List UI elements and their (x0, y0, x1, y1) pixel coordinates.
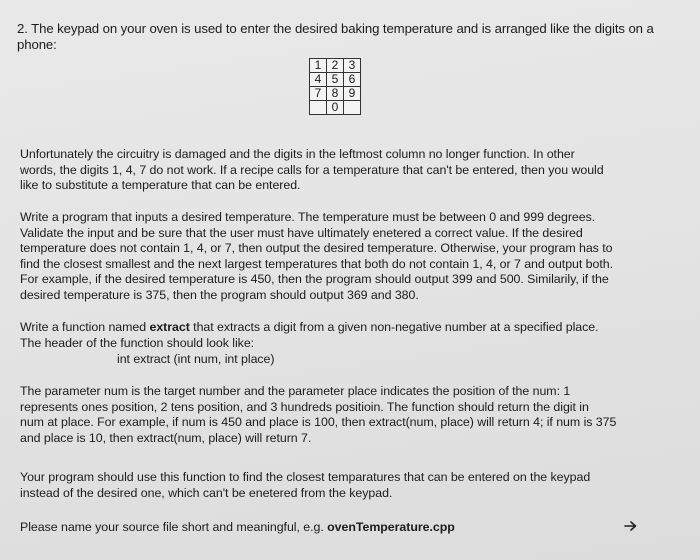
paragraph-line: desired temperature is 375, then the program should output 369 and 380. (20, 288, 419, 302)
file-name: ovenTemperature.cpp (327, 520, 455, 534)
function-name: extract (149, 320, 190, 334)
keypad-figure (309, 58, 361, 115)
arrow-right-icon (624, 520, 638, 532)
question-heading-line: phone: (17, 37, 57, 52)
paragraph-line: The parameter num is the target number and the parameter place indicates the position of the num: 1 (20, 384, 571, 398)
question-heading-line: 2. The keypad on your oven is used to enter the desired baking temperature and is arranged like the digits on a (17, 21, 654, 36)
paragraph-line: num at place. For example, if num is 450 and place is 100, then extract(num, place) will return 4; if num is 375 (20, 415, 617, 429)
paragraph-line: find the closest smallest and the next largest temperatures that both do not contain 1, 4, or 7 and output both. (20, 257, 613, 271)
function-signature: int extract (int num, int place) (117, 352, 275, 366)
text-run: Please name your source file short and meaningful, e.g. (20, 520, 328, 534)
text-run: that extracts a digit from a given non-negative number at a specified place. (189, 320, 599, 334)
keypad-key: 6 (344, 73, 361, 87)
keypad-key: 2 (327, 59, 344, 73)
paragraph-line: words, the digits 1, 4, 7 do not work. If a recipe calls for a temperature that can't be entered, then you would (20, 163, 604, 177)
keypad-key: 9 (344, 87, 361, 101)
keypad-key: 4 (310, 73, 327, 87)
paragraph-line: Your program should use this function to find the closest temparatures that can be entered on the keypad (20, 470, 591, 484)
keypad-blank-cell (310, 101, 327, 115)
text-run: Write a function named (20, 320, 150, 334)
paragraph-line: Write a program that inputs a desired temperature. The temperature must be between 0 and 999 degrees. (20, 210, 596, 224)
keypad-key: 3 (344, 59, 361, 73)
keypad-key: 1 (310, 59, 327, 73)
keypad-blank-cell (344, 101, 361, 115)
paragraph-line: represents ones position, 2 tens position, and 3 hundreds positioin. The function should return the digit in (20, 400, 589, 414)
paragraph-line: For example, if the desired temperature is 450, then the program should output 399 and 500. Similarily, if the (20, 272, 609, 286)
paragraph-line: Validate the input and be sure that the user must have ultimately enetered a correct value. If the desired (20, 226, 583, 240)
keypad-key: 7 (310, 87, 327, 101)
paragraph-line: and place is 10, then extract(num, place) will return 7. (20, 431, 312, 445)
keypad-key: 8 (327, 87, 344, 101)
paragraph-line: like to substitute a temperature that can be entered. (20, 178, 301, 192)
paragraph-line (20, 520, 455, 535)
paragraph-line: temperature does not contain 1, 4, or 7, then output the desired temperature. Otherwise, your program has to (20, 241, 613, 255)
keypad-key: 5 (327, 73, 344, 87)
paragraph-line: Unfortunately the circuitry is damaged and the digits in the leftmost column no longer function. In other (20, 147, 575, 161)
paragraph-line: The header of the function should look like: (20, 336, 255, 350)
keypad-key: 0 (327, 101, 344, 115)
paragraph-line: instead of the desired one, which can't be enetered from the keypad. (20, 486, 393, 500)
paragraph-line (20, 320, 599, 335)
